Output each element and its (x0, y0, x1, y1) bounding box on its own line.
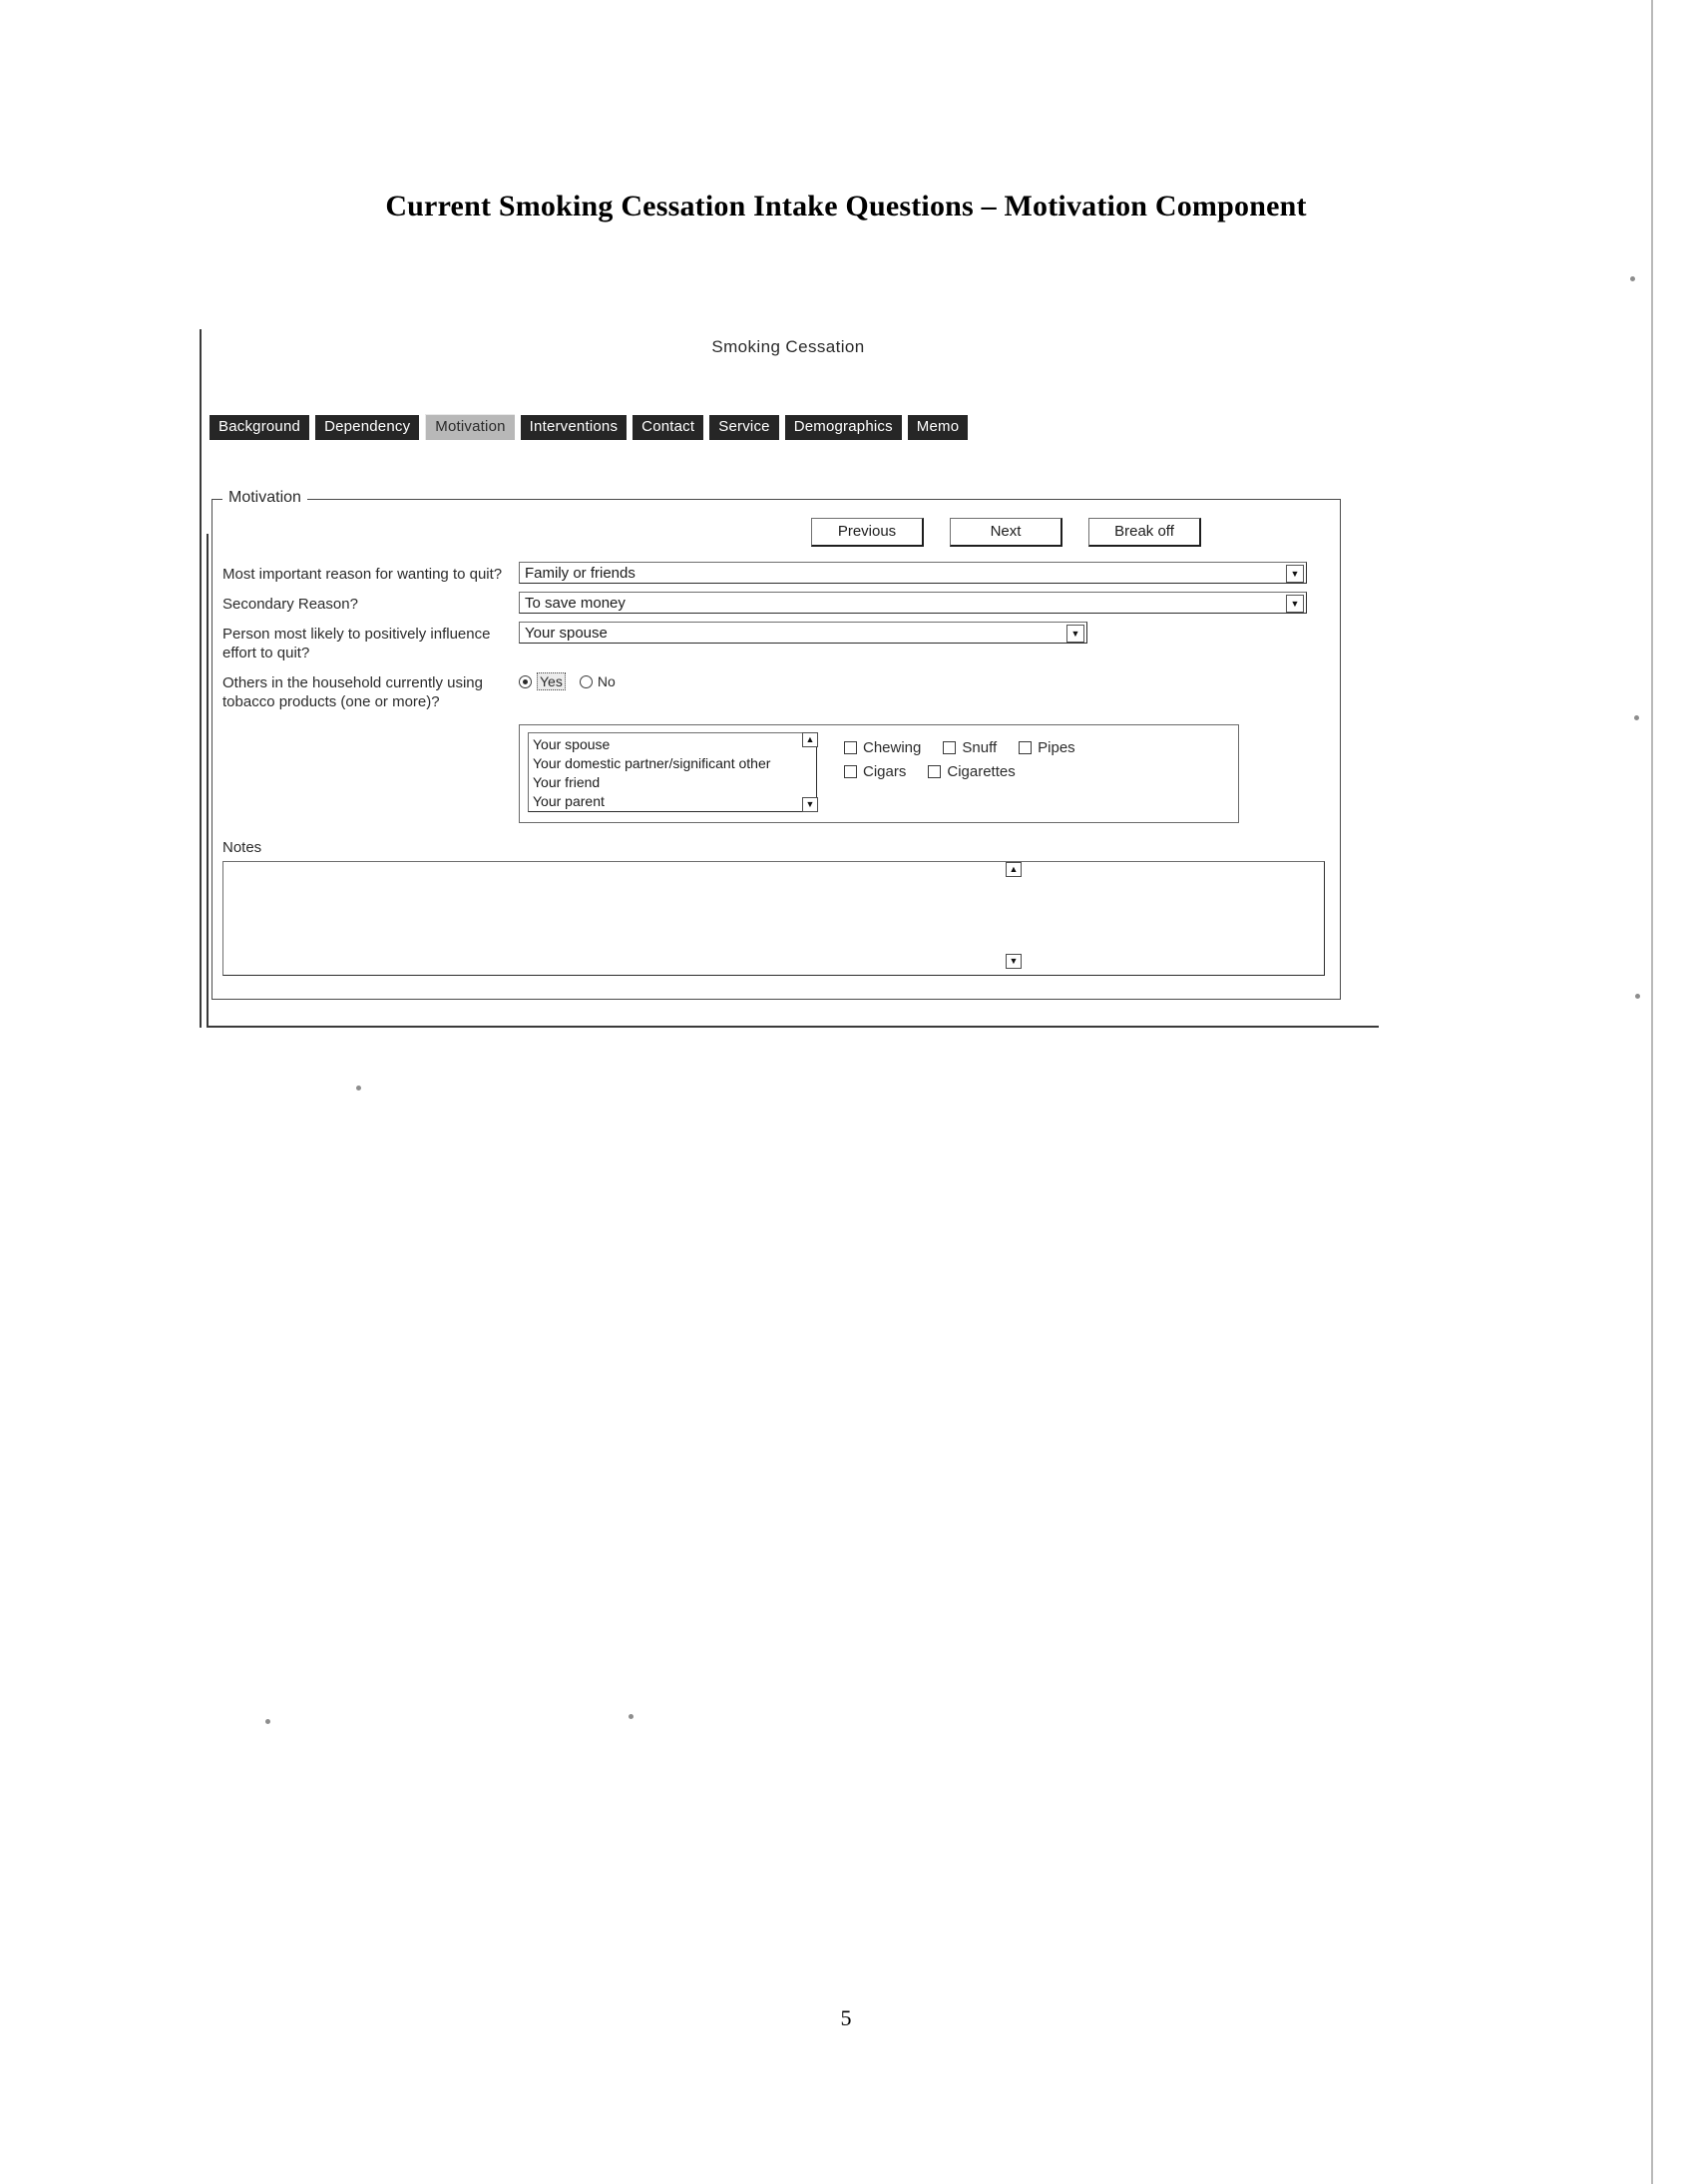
household-members-scrollbar[interactable] (802, 732, 818, 812)
checkbox-cigars-label: Cigars (863, 763, 907, 780)
secondary-reason-select[interactable] (519, 592, 1307, 614)
influencer-label: Person most likely to positively influence effort to quit? (222, 626, 491, 661)
notes-scroll-up-icon[interactable]: ▲ (1006, 862, 1022, 877)
scan-speck (356, 1086, 361, 1091)
secondary-reason-value: To save money (525, 594, 626, 612)
row-household-tobacco (222, 670, 1335, 711)
checkbox-cigars-box[interactable] (844, 765, 857, 778)
tab-memo[interactable]: Memo (908, 415, 968, 440)
checkbox-cigarettes-label: Cigarettes (947, 763, 1016, 780)
navigation-buttons (811, 518, 1227, 547)
secondary-reason-label: Secondary Reason? (222, 596, 358, 613)
list-item[interactable]: Your spouse (533, 736, 611, 752)
scan-speck (1630, 276, 1635, 281)
primary-reason-select[interactable] (519, 562, 1307, 584)
list-item[interactable]: Your friend (533, 774, 601, 790)
radio-yes[interactable] (519, 672, 566, 690)
tab-service[interactable]: Service (709, 415, 778, 440)
primary-reason-value: Family or friends (525, 564, 635, 582)
checkbox-pipes-label: Pipes (1038, 739, 1075, 756)
row-primary-reason (222, 562, 1335, 584)
household-tobacco-radiogroup (519, 670, 616, 690)
influencer-value: Your spouse (525, 624, 608, 642)
previous-button[interactable]: Previous (811, 518, 924, 547)
household-details-panel (519, 724, 1239, 823)
motivation-group (212, 489, 1341, 1000)
row-secondary-reason (222, 592, 1335, 614)
checkbox-pipes-box[interactable] (1019, 741, 1032, 754)
checkbox-cigars[interactable] (844, 763, 906, 780)
notes-textarea[interactable] (222, 861, 1325, 976)
scan-speck (1635, 994, 1640, 999)
scan-speck (629, 1714, 634, 1719)
screenshot-border-bottom (207, 1026, 1379, 1028)
checkbox-chewing-label: Chewing (863, 739, 922, 756)
radio-no-dot[interactable] (580, 675, 593, 688)
influencer-select[interactable] (519, 622, 1087, 644)
radio-yes-dot[interactable] (519, 675, 532, 688)
scan-speck (265, 1719, 270, 1724)
checkbox-snuff-box[interactable] (943, 741, 956, 754)
chevron-down-icon[interactable]: ▼ (1066, 625, 1084, 643)
checkbox-pipes[interactable] (1019, 739, 1075, 756)
tab-background[interactable]: Background (210, 415, 309, 440)
scroll-down-icon[interactable]: ▼ (802, 797, 818, 812)
checkbox-chewing-box[interactable] (844, 741, 857, 754)
tab-motivation[interactable]: Motivation (425, 414, 514, 440)
screenshot-border-inner-left (207, 534, 209, 1028)
checkbox-cigarettes[interactable] (928, 763, 1015, 780)
radio-no[interactable] (580, 673, 616, 689)
form-rows (222, 562, 1335, 719)
chevron-down-icon[interactable]: ▼ (1286, 595, 1304, 613)
screenshot-border-left (200, 329, 202, 1028)
chevron-down-icon[interactable]: ▼ (1286, 565, 1304, 583)
tobacco-products-checkboxes (844, 739, 1223, 787)
app-header-title: Smoking Cessation (711, 337, 865, 356)
checkbox-chewing[interactable] (844, 739, 921, 756)
next-button[interactable]: Next (950, 518, 1062, 547)
radio-no-label: No (597, 673, 616, 689)
page-title: Current Smoking Cessation Intake Questions – Motivation Component (385, 190, 1307, 222)
tab-contact[interactable]: Contact (633, 415, 703, 440)
scan-speck (1634, 715, 1639, 720)
tab-interventions[interactable]: Interventions (521, 415, 627, 440)
row-influencer (222, 622, 1335, 662)
tab-bar (210, 414, 968, 440)
page-number: 5 (840, 2005, 852, 2030)
list-item[interactable]: Your parent (533, 793, 605, 809)
checkbox-snuff-label: Snuff (962, 739, 998, 756)
checkbox-cigarettes-box[interactable] (928, 765, 941, 778)
tab-dependency[interactable]: Dependency (315, 415, 419, 440)
tab-demographics[interactable]: Demographics (785, 415, 902, 440)
list-item[interactable]: Your domestic partner/significant other (533, 755, 771, 771)
radio-yes-label: Yes (537, 672, 566, 690)
application-screenshot (200, 329, 1377, 1028)
household-members-listbox[interactable] (528, 732, 817, 812)
checkbox-row-1 (844, 739, 1223, 756)
group-legend: Motivation (222, 489, 307, 507)
checkbox-row-2 (844, 763, 1223, 780)
primary-reason-label: Most important reason for wanting to quit? (222, 566, 503, 583)
scan-page-edge (1651, 0, 1653, 2184)
break-off-button[interactable]: Break off (1088, 518, 1201, 547)
checkbox-snuff[interactable] (943, 739, 997, 756)
notes-label: Notes (222, 839, 262, 856)
household-tobacco-label: Others in the household currently using tobacco products (one or more)? (222, 674, 483, 710)
notes-scroll-down-icon[interactable]: ▼ (1006, 954, 1022, 969)
scroll-up-icon[interactable]: ▲ (802, 732, 818, 747)
